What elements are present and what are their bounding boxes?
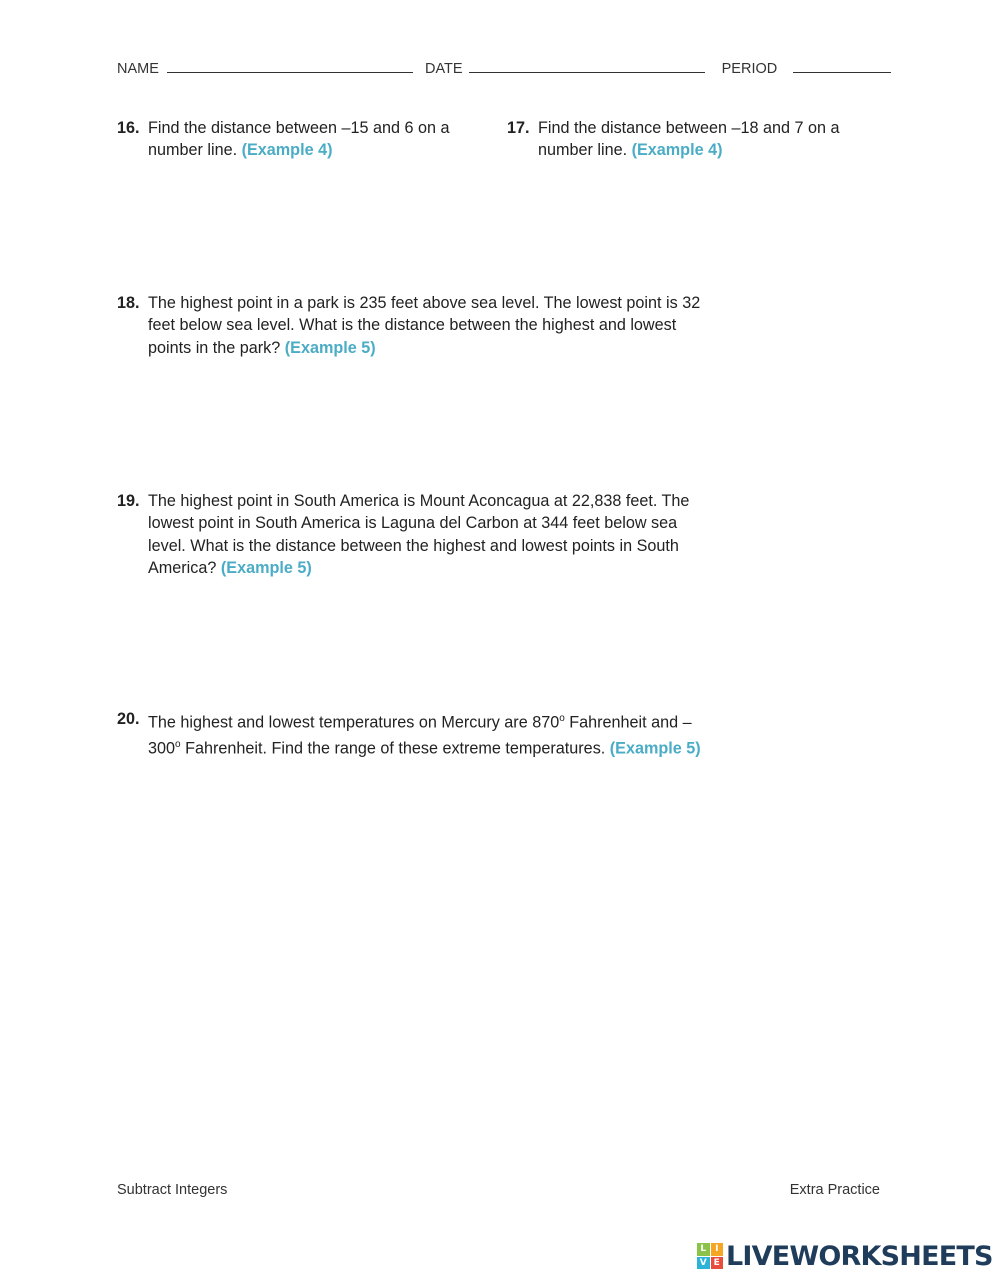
name-blank[interactable]: [167, 58, 413, 73]
footer-right: Extra Practice: [789, 1182, 880, 1198]
liveworksheets-logo: [697, 1240, 997, 1272]
example-reference: (Example 4): [241, 141, 333, 160]
question-number: 19.: [117, 492, 140, 510]
question-text-part-a: The highest and lowest temperatures on Mercury are 870: [148, 713, 560, 732]
logo-letter-v: V: [697, 1257, 710, 1270]
logo-letter-l: L: [697, 1243, 710, 1256]
question-text: The highest point in a park is 235 feet above sea level. The lowest point is 32 feet below sea level. What is the distance between the highest and lowest points in the park?: [148, 294, 701, 357]
question-number: 16.: [117, 119, 140, 137]
question-number: 17.: [507, 119, 530, 137]
example-reference: (Example 5): [284, 338, 376, 357]
example-reference: (Example 5): [609, 739, 701, 758]
period-blank[interactable]: [793, 58, 891, 73]
footer-left: Subtract Integers: [117, 1182, 228, 1198]
degree-superscript: o: [175, 738, 181, 750]
name-label: NAME: [117, 61, 159, 77]
question-20: [117, 708, 712, 759]
question-text-part-b: Fahrenheit and – 300: [148, 713, 692, 758]
date-blank[interactable]: [469, 58, 705, 73]
question-19: [117, 490, 712, 579]
question-17: [507, 117, 857, 162]
question-text: Find the distance between –15 and 6 on a number line.: [148, 119, 450, 160]
logo-grid-icon: [697, 1243, 723, 1269]
degree-superscript: o: [559, 713, 565, 724]
question-16: [117, 117, 467, 162]
question-text: Find the distance between –18 and 7 on a number line.: [538, 119, 840, 160]
example-reference: (Example 4): [631, 141, 723, 160]
logo-letter-i: I: [711, 1243, 724, 1256]
question-text: The highest point in South America is Mount Aconcagua at 22,838 feet. The lowest point in South America is Laguna del Carbon at 344 feet below sea level. What is the distance between the highest and lowest points in South America?: [148, 492, 690, 577]
question-number: 20.: [117, 710, 140, 728]
question-text-part-c: Fahrenheit. Find the range of these extreme temperatures.: [180, 739, 606, 758]
logo-text: LIVEWORKSHEETS: [726, 1240, 993, 1272]
question-number: 18.: [117, 294, 140, 312]
worksheet-header: [117, 58, 887, 77]
example-reference: (Example 5): [220, 558, 312, 577]
date-label: DATE: [424, 61, 463, 77]
logo-letter-e: E: [711, 1257, 724, 1270]
period-label: PERIOD: [721, 61, 778, 77]
question-18: [117, 292, 702, 359]
